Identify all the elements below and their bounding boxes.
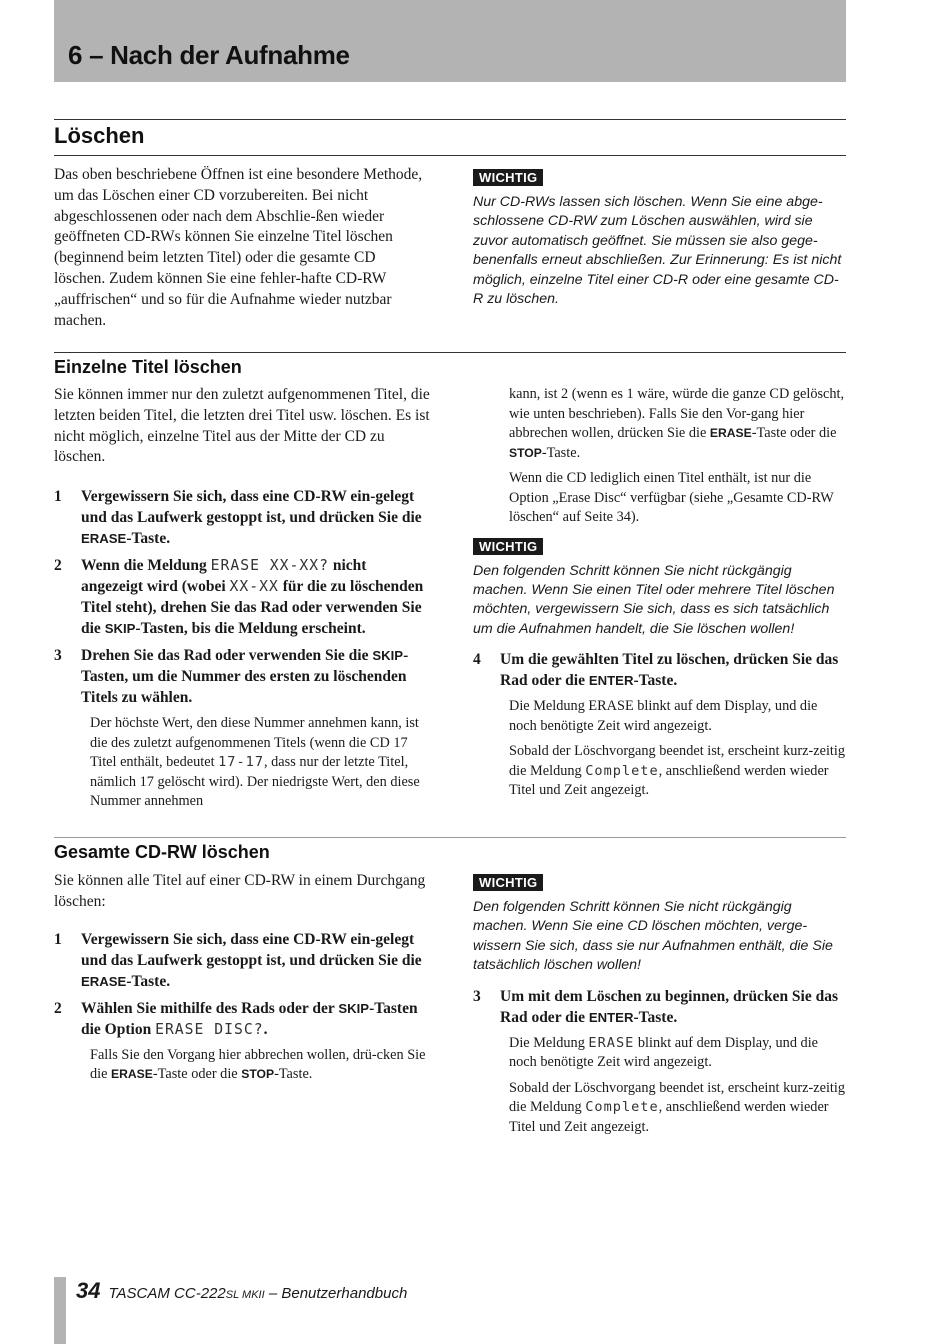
subsection-rule-single — [54, 352, 846, 353]
enter-key-label: ENTER — [588, 1009, 634, 1025]
footer-manual-title: – Benutzerhandbuch — [264, 1285, 408, 1302]
step-number: 2 — [54, 999, 62, 1017]
step-text: Wenn die Meldung — [81, 557, 211, 575]
footer-bar — [54, 1277, 66, 1344]
step-text: Um die gewählten Titel zu löschen, drücken Sie das Rad oder die — [500, 651, 839, 690]
lcd-message: 17-17 — [218, 754, 264, 771]
step-number: 3 — [54, 647, 62, 665]
note-text: Sobald der Löschvorgang beendet ist, erscheint kurz-zeitig die Meldung — [509, 1079, 846, 1116]
step-text: -Taste. — [126, 530, 171, 548]
subsection-title-whole: Gesamte CD-RW löschen — [54, 842, 270, 862]
lcd-message: ERASE XX-XX? — [210, 557, 329, 575]
whole-right-column — [473, 874, 848, 1143]
section-intro-block — [54, 165, 430, 331]
whole-intro: Sie können alle Titel auf einer CD-RW in einem Durchgang löschen: — [54, 872, 426, 910]
step-text: für die zu löschenden Titel steht), drehen Sie das Rad oder verwenden Sie die — [81, 578, 424, 638]
lcd-message: Complete — [585, 762, 659, 779]
skip-key-label: SKIP — [338, 1000, 370, 1016]
stop-key-label: STOP — [509, 445, 542, 460]
skip-key-label: SKIP — [372, 648, 404, 664]
note-text: -Taste. — [541, 444, 581, 461]
step-text: Um mit dem Löschen zu beginnen, drücken Sie das Rad oder die — [500, 987, 839, 1026]
warning-badge: WICHTIG — [473, 538, 543, 555]
page-number: 34 — [76, 1278, 101, 1303]
note-text: , anschließend werden wieder Titel und Zeit angezeigt. — [509, 762, 829, 799]
section-intro: Das oben beschriebene Öffnen ist eine besondere Methode, um das Löschen einer CD vorzubereiten. Bei nicht abgeschlossenen oder nach dem Abschlie-ßen wieder geöffneten CD-RWs können Sie einzelne Titel löschen (beginnend beim letzten Titel) oder die gesamte CD löschen. Zudem können Sie eine fehler-hafte CD-RW „auffrischen“ und so für die Aufnahme wieder nutzbar machen. — [54, 166, 423, 329]
step-number: 3 — [473, 987, 481, 1005]
lcd-message: ERASE — [588, 1034, 635, 1051]
single-left-column — [54, 385, 430, 818]
single-step-4 — [473, 649, 848, 691]
erase-key-label: ERASE — [81, 973, 127, 989]
step-text: Vergewissern Sie sich, dass eine CD-RW ein-gelegt und das Laufwerk gestoppt ist, und drücken Sie die — [81, 488, 422, 527]
single-step-3-note — [90, 714, 430, 812]
section-rule-top — [54, 119, 846, 120]
step-number: 1 — [54, 488, 62, 506]
whole-step-2 — [54, 998, 430, 1040]
chapter-title: 6 – Nach der Aufnahme — [68, 40, 350, 70]
stop-key-label: STOP — [241, 1067, 275, 1082]
note-text: , anschließend werden wieder Titel und Zeit angezeigt. — [509, 1099, 829, 1135]
step-text: -Taste. — [633, 1008, 678, 1026]
single-right-column — [473, 385, 848, 807]
step-text: Wählen Sie mithilfe des Rads oder der — [81, 999, 339, 1017]
step-text: -Tasten, bis die Meldung erscheint. — [135, 620, 366, 638]
note-text: -Taste. — [274, 1066, 313, 1083]
note-text: blinkt auf dem Display, und die noch benötigte Zeit wird angezeigt. — [509, 1034, 819, 1071]
note-text: Die Meldung — [509, 1034, 589, 1051]
single-step-4-note-2 — [509, 742, 848, 801]
page-footer — [76, 1278, 407, 1304]
subsection-rule-whole — [54, 837, 846, 838]
lcd-message: ERASE DISC? — [155, 1020, 264, 1038]
footer-model-suffix: SL MKII — [225, 1289, 265, 1301]
warning-badge: WICHTIG — [473, 169, 543, 186]
enter-key-label: ENTER — [588, 673, 634, 689]
step-number: 4 — [473, 651, 481, 669]
lcd-message: Complete — [585, 1099, 659, 1116]
note-text: -Taste oder die — [152, 1066, 242, 1083]
step-text: -Taste. — [126, 972, 171, 990]
erase-key-label: ERASE — [709, 426, 752, 440]
step-text: -Tasten die Option — [81, 999, 418, 1038]
whole-step-3-note-1 — [509, 1034, 848, 1073]
erase-key-label: ERASE — [81, 531, 127, 547]
section-title: Löschen — [54, 123, 145, 148]
step-text: -Tasten, um die Nummer des ersten zu löschenden Titels zu wählen. — [81, 647, 409, 707]
single-continued-note — [509, 385, 848, 463]
single-step-3 — [54, 645, 430, 708]
step-text: Vergewissern Sie sich, dass eine CD-RW ein-gelegt und das Laufwerk gestoppt ist, und drücken Sie die — [81, 930, 422, 969]
warning-text: Nur CD-RWs lassen sich löschen. Wenn Sie eine abge-schlossene CD-RW zum Löschen auswählen, wird sie zuvor automatisch geöffnet. Sie müssen sie also gege-benenfalls erneut abschließen. Zur Erinnerung: Es ist nicht möglich, einzelne Titel einer CD-R oder eine gesamte CD-R zu löschen. — [473, 194, 842, 308]
section-rule-bottom — [54, 155, 846, 156]
warning-text: Den folgenden Schritt können Sie nicht rückgängig machen. Wenn Sie einen Titel oder mehrere Titel löschen möchten, vergewissern Sie sich, dass es sich tatsächlich um die Aufnahmen handelt, die Sie löschen wollen! — [473, 562, 835, 637]
whole-step-3 — [473, 986, 848, 1028]
note-text: Falls Sie den Vorgang hier abbrechen wollen, drü-cken Sie die — [90, 1046, 426, 1083]
section-warning — [473, 169, 848, 309]
whole-step-2-note — [90, 1046, 430, 1085]
step-number: 2 — [54, 557, 62, 575]
subsection-title-single: Einzelne Titel löschen — [54, 357, 242, 377]
whole-left-column — [54, 871, 430, 1091]
single-intro: Sie können immer nur den zuletzt aufgenommenen Titel, die letzten beiden Titel, die letzten drei Titel usw. löschen. Es ist nicht möglich, einzelne Titel aus der Mitte der CD zu löschen. — [54, 386, 430, 466]
warning-text: Den folgenden Schritt können Sie nicht rückgängig machen. Wenn Sie eine CD löschen möchten, verge-wissern Sie sich, dass sie nur Aufnahmen enthält, die Sie tatsächlich löschen wollen! — [473, 899, 833, 974]
footer-brand: TASCAM CC-222 — [108, 1285, 226, 1302]
single-step-4-note-1: Die Meldung ERASE blinkt auf dem Display, und die noch benötigte Zeit wird angezeigt. — [509, 698, 818, 734]
single-erase-disc-note: Wenn die CD lediglich einen Titel enthält, ist nur die Option „Erase Disc“ verfügbar (siehe „Gesamte CD-RW löschen“ auf Seite 34). — [509, 470, 834, 525]
single-step-2 — [54, 555, 430, 639]
warning-badge: WICHTIG — [473, 874, 543, 891]
note-text: , dass nur der letzte Titel, nämlich 17 gelöscht wird). Der niedrigste Wert, den diese Nummer annehmen — [90, 754, 420, 810]
note-text: kann, ist 2 (wenn es 1 wäre, würde die ganze CD gelöscht, wie unten beschrieben). Falls Sie den Vor-gang hier abbrechen wollen, drücken Sie die — [509, 386, 845, 441]
step-text: nicht angezeigt wird (wobei — [81, 557, 367, 596]
skip-key-label: SKIP — [104, 621, 136, 637]
note-text: -Taste oder die — [751, 425, 837, 441]
note-text: Sobald der Löschvorgang beendet ist, erscheint kurz-zeitig die Meldung — [509, 743, 846, 779]
whole-step-3-note-2 — [509, 1079, 848, 1138]
step-number: 1 — [54, 930, 62, 948]
step-text: . — [263, 1020, 268, 1038]
erase-key-label: ERASE — [111, 1067, 153, 1082]
step-text: -Taste. — [633, 672, 678, 690]
note-text: Der höchste Wert, den diese Nummer annehmen kann, ist die des zuletzt aufgenommenen Titels (wenn die CD 17 Titel enthält, bedeutet — [90, 715, 419, 771]
single-step-1 — [54, 486, 430, 549]
step-text: Drehen Sie das Rad oder verwenden Sie die — [81, 647, 373, 665]
whole-step-1 — [54, 929, 430, 992]
lcd-message: XX-XX — [229, 578, 279, 596]
